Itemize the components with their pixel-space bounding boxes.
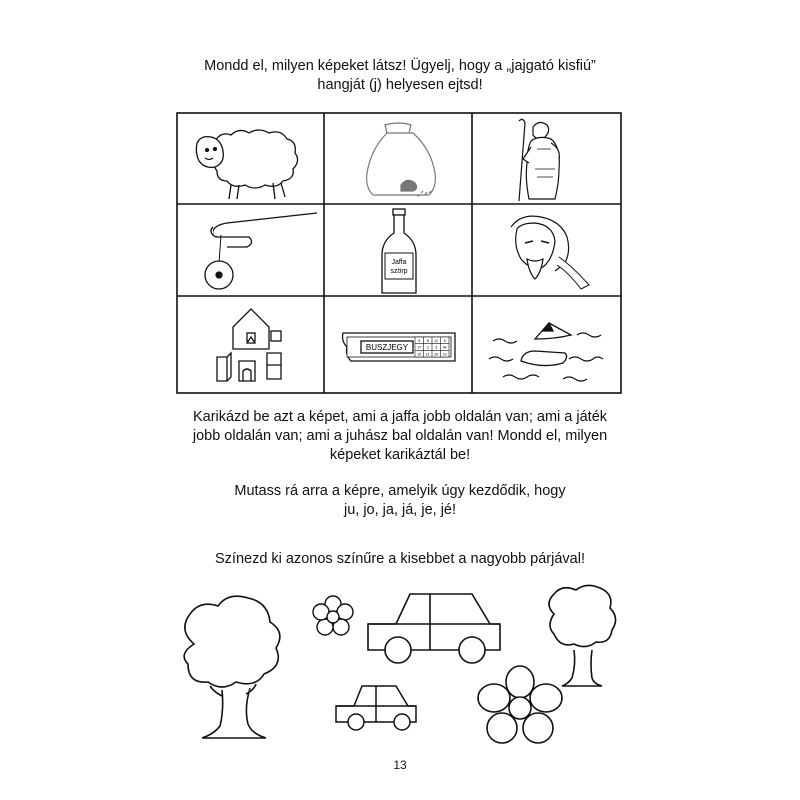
tree-large[interactable] (174, 594, 284, 744)
flower-small-icon (310, 594, 356, 638)
ticket-code: 15 (417, 352, 422, 357)
cell-ice-floes[interactable] (473, 297, 620, 392)
cell-flour-sack[interactable] (325, 113, 472, 204)
instruction-2-line-1: Karikázd be azt a képet, ami a jaffa jobb oldalán van; ami a játék (192, 409, 608, 425)
instruction-1-line-1: Mondd el, milyen képeket látsz! Ügyelj, hogy a „jajgató kisfiú” (204, 58, 596, 74)
cell-bus-ticket[interactable] (325, 297, 472, 392)
ticket-code: 12 (434, 339, 439, 343)
ticket-code: 6 (443, 339, 446, 343)
instruction-4-line-1: Színezd ki azonos színűre a kisebbet a nagyobb párjával! (215, 551, 585, 567)
instruction-4 (0, 550, 800, 569)
ticket-code: 8 (426, 339, 429, 343)
instruction-2-line-3: képeket karikáztál be! (329, 447, 471, 463)
coloring-area (160, 580, 640, 750)
bus-ticket-icon (325, 297, 472, 392)
jaffa-bottle-icon (325, 205, 472, 296)
samurai-icon (473, 205, 620, 296)
ticket-code: 11 (425, 352, 430, 357)
page-number: 13 (393, 758, 407, 772)
car-small-icon (332, 680, 422, 734)
ticket-code: 17 (417, 345, 422, 350)
flower-large[interactable] (474, 664, 566, 750)
instruction-1 (0, 57, 800, 95)
ticket-code: 9 (418, 339, 421, 343)
car-large[interactable] (364, 588, 504, 666)
toy-blocks-icon (177, 297, 324, 392)
flower-small[interactable] (310, 594, 356, 638)
cell-jaffa-bottle[interactable] (325, 205, 472, 296)
bottle-label-line-1: Jaffa (391, 259, 407, 266)
shepherd-icon (473, 113, 620, 204)
instruction-3-line-1: Mutass rá arra a képre, amelyik úgy kezdődik, hogy (234, 483, 566, 499)
instruction-1-line-2: hangját (j) helyesen ejtsd! (317, 77, 483, 93)
sheep-icon (177, 113, 324, 204)
ticket-code: 3 (435, 345, 438, 350)
car-small[interactable] (332, 680, 422, 734)
bottle-label-line-2: szörp (390, 268, 408, 275)
ticket-code: 19 (442, 352, 447, 357)
cell-sheep[interactable] (177, 113, 324, 204)
instruction-3-line-2: ju, jo, ja, já, je, jé! (343, 502, 457, 518)
tree-large-icon (174, 594, 284, 744)
cell-toy-blocks[interactable] (177, 297, 324, 392)
flower-large-icon (474, 664, 566, 750)
yoyo-icon (177, 205, 324, 296)
ticket-label: BUSZJEGY (365, 343, 409, 352)
instruction-2 (0, 408, 800, 465)
flour-sack-icon (325, 113, 472, 204)
picture-grid (176, 112, 622, 394)
ticket-code: 2 (426, 345, 429, 350)
instruction-2-line-2: jobb oldalán van; ami a juhász bal oldalán van! Mondd el, milyen (192, 428, 608, 444)
ticket-code: 54 (442, 345, 447, 350)
car-large-icon (364, 588, 504, 666)
cell-samurai[interactable] (473, 205, 620, 296)
ice-floes-icon (473, 297, 620, 392)
cell-shepherd[interactable] (473, 113, 620, 204)
cell-yoyo[interactable] (177, 205, 324, 296)
ticket-code: 20 (434, 352, 439, 357)
instruction-3 (0, 482, 800, 520)
